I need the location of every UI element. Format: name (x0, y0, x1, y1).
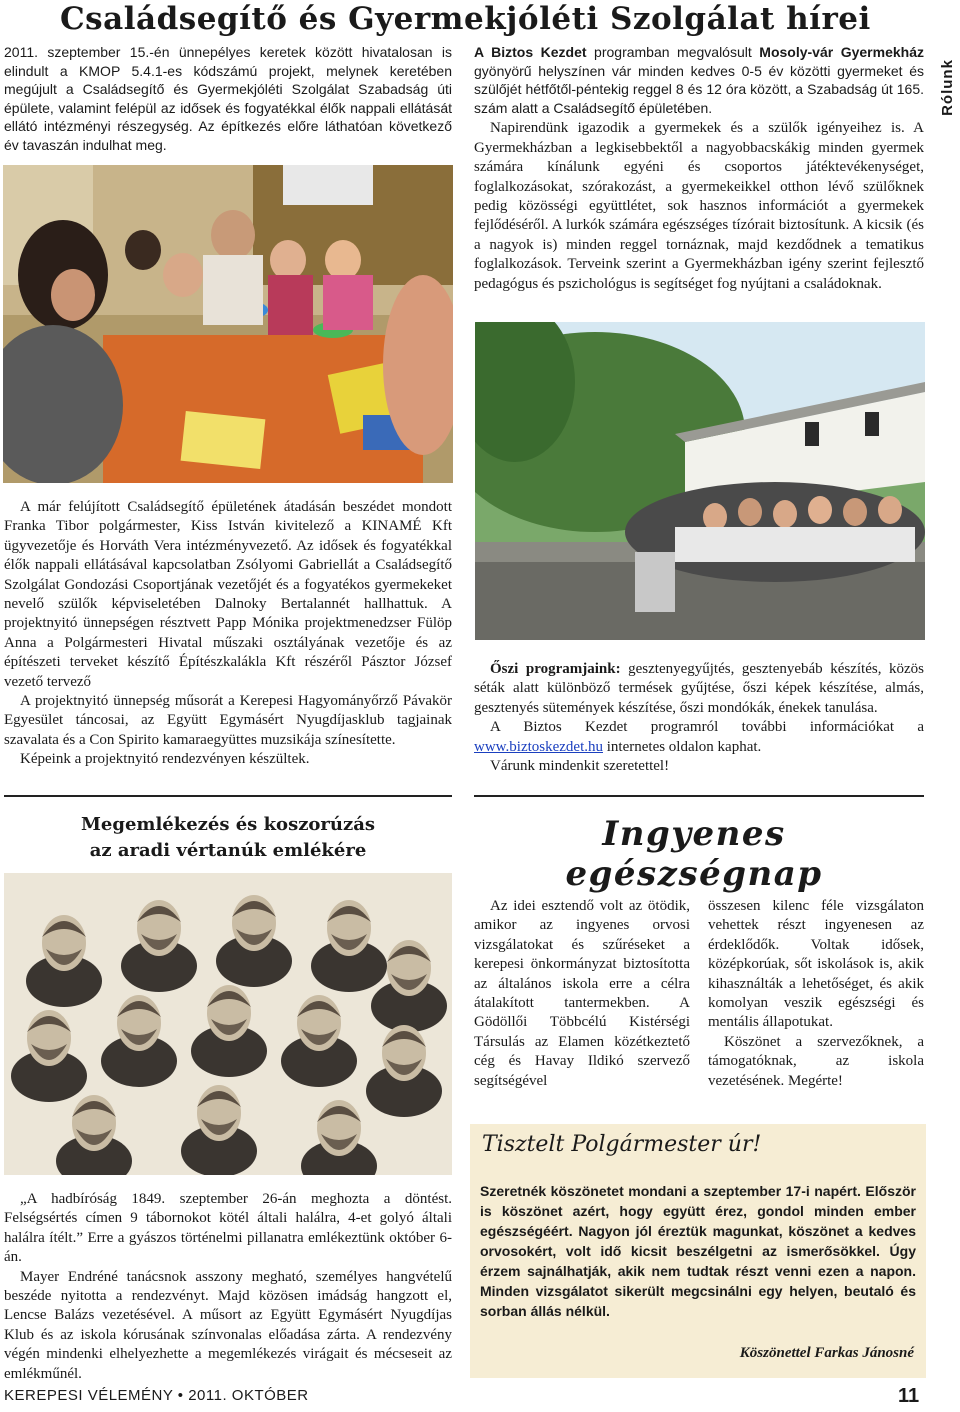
ceremony-paragraph-2: A projektnyitó ünnepség műsorát a Kerepesi Hagyományőrző Pávakör Egyesület táncosai, az Együtt Egymásért Nyugdíjasklub tagjainak szavalata és a Con Spirito kamaraegyüttes muzsikája színesítette. (4, 693, 452, 748)
memorial-paragraph-2: Mayer Endréné tanácsnok asszony megható, személyes hangvételű beszéde nyitotta a rendezvényt. Majd közösen imádság hangzott el, Lencse Balázs vezetésével. A műsort az Együtt Egymásért Nyugdíjas Klub és az iskola kórusának színvonalas előadása zárta. A rendezvény végén mindenki elhelyezhette a megemlékezés virágait és mécseseit az emlékműnél. (4, 1268, 452, 1382)
thank-you-letter-box (470, 1124, 926, 1378)
memorial-paragraph-1: „A hadbíróság 1849. szeptember 26-án meghozta a döntést. Felségsértés címen 9 tábornokot kötél általi halálra, 4-et golyó általi halálra ítélt.” Erre a gyászos történelmi pillanatra emlékeztünk október 6-án. (4, 1191, 452, 1266)
memorial-heading-line-1: Megemlékezés és koszorúzás (80, 814, 376, 835)
divider-right (474, 795, 924, 797)
section-tab-label: Rólunk (938, 59, 956, 116)
health-day-right-text-2: Köszönet a szervezőknek, a támogatóknak, az iskola vezetésének. Megérte! (708, 1033, 924, 1089)
house-name: Mosoly-vár Gyermekház (759, 44, 924, 60)
health-day-left-column (474, 897, 690, 1091)
divider-left (4, 795, 452, 797)
more-info-text: A Biztos Kezdet programról további információkat a (490, 719, 924, 736)
letter-signature: Köszönettel Farkas Jánosné (739, 1345, 914, 1361)
memorial-heading (4, 812, 452, 864)
photo-arad-martyrs (4, 873, 452, 1175)
autumn-programs-paragraph (474, 660, 924, 718)
house-text: gyönyörű helyszínen vár minden kedves 0-5 év közötti gyermeket és szülőjét hétfőtől-péntekig reggel 8 és 12 óra között, a Szabadság út 165. szám alatt a Családsegítő épületében. (474, 62, 924, 116)
biztoskezdet-link[interactable]: www.biztoskezdet.hu (474, 738, 603, 755)
autumn-programs-text: gesztenyegyűjtés, gesztenyebáb készítés, közös séták alatt különböző termések gyűjtése, őszi képek készítése, almás, gesztenyés sütemények készítése, őszi mondókák, énekek tanulása. (474, 661, 924, 716)
photo-opening-ceremony (475, 322, 925, 640)
autumn-programs (474, 660, 924, 776)
autumn-programs-label: Őszi programjaink: (490, 661, 621, 677)
page-number: 11 (898, 1385, 920, 1407)
more-info-text-end: internetes oldalon kaphat. (603, 738, 762, 755)
health-day-left-text: Az idei esztendő volt az ötödik, amikor az ingyenes orvosi vizsgálatokat és szűréseket a kerepesi önkormányzat biztosította az általános iskola erre a célra átalakított tantermekben. A Gödöllői Többcélú Kistérségi Társulás az Elamen közétkeztető cég és Havay Ildikó szervező segítségével (474, 898, 690, 1089)
health-day-heading (474, 814, 914, 894)
ceremony-paragraph-1: A már felújított Családsegítő épületének átadásán beszédet mondott Franka Tibor polgármester, Kiss István kivitelező a KINAMÉ Kft ügyvezetője és Horváth Vera intézményvezető. Az idősek és fogyatékkal élők nappali ellátásával kapcsolatban Zsólyomi Gabriellát a Családsegítő Szolgálat Gondozási Csoportjának vezetőjét és a fogyatékos gyermekeket nevelő szülők képviseletében Dalnoky Bertalannét hallhattuk. A projektnyitó ünnepségen résztvett Papp Mónika projektmenedzser Fülöp Anna a Polgármesteri Hivatal műszaki osztályának vezetője és az építészeti terveket készítő Építészkalákla Kft részéről Pásztor József vezető tervező (4, 499, 452, 690)
health-day-heading-line-1: Ingyenes (602, 814, 786, 854)
health-day-right-column (708, 897, 924, 1091)
memorial-heading-line-2: az aradi vértanúk emlékére (89, 840, 367, 861)
intro-text: 2011. szeptember 15.-én ünnepélyes keretek között hivatalosan is elindult a KMOP 5.4.1-es kódszámú projekt, melynek keretében megújult a Családsegítő és Gyermekjóléti Szolgálat Szabadság úti épülete, valamint felépül az idősek és fogyatékkal élők nappali ellátását ellátó intézményi részegység. Az építkezés előre láthatóan következő év tavaszán indulhat meg. (4, 44, 452, 153)
program-name: A Biztos Kezdet (474, 44, 587, 60)
welcome-line: Várunk mindenkit szeretettel! (490, 758, 670, 775)
health-day-heading-line-2: egészségnap (565, 854, 823, 894)
more-info-paragraph (474, 718, 924, 757)
biztos-kezdet-intro (474, 43, 924, 117)
letter-body: Szeretnék köszönetet mondani a szeptember 17-i napért. Először is köszönet azért, hogy együtt érez, gondol minden ember egészségéért. Nagyon jól éreztük magunkat, köszönet a kedves orvosokért, volt idő kicsit beszélgetni az ismerősökkel. Úgy érzem sajnálhatják, akik nem tudtak részt venni ezen a napon. Minden vizsgálatot sikerült megcsinálni egy helyen, beutaló és sorban állás nélkül. (480, 1183, 916, 1319)
ceremony-paragraph-3: Képeink a projektnyitó rendezvényen készültek. (20, 751, 310, 768)
ceremony-article (4, 498, 452, 770)
intro-paragraph (4, 43, 452, 155)
program-text: programban megvalósult (586, 44, 760, 60)
memorial-article (4, 1190, 452, 1384)
section-tab (934, 40, 960, 135)
footer-publication: KEREPESI VÉLEMÉNY • 2011. OKTÓBER (4, 1387, 309, 1404)
health-day-right-text-1: összesen kilenc féle vizsgálaton vehettek részt ingyenesen az érdeklődők. Voltak idősek, középkorúak, sőt iskolások is, akik kihasználták a lehetőséget, és akik komolyan veszik egészségi és mentális állapotukat. (708, 898, 924, 1031)
letter-heading: Tisztelt Polgármester úr! (482, 1132, 762, 1157)
photo-children-activity (3, 165, 453, 483)
page-title: Családsegítő és Gyermekjóléti Szolgálat hírei (60, 1, 871, 37)
biztos-kezdet-article (474, 43, 924, 294)
schedule-paragraph: Napirendünk igazodik a gyermekek és a szülők igényeihez is. A Gyermekházban a legkisebbektől a nagyobbacskákig minden gyermek számára kínálunk egyéni és csoportos játéktevékenységet, foglalkozásokat, szórakozást, a gyermekeikkel otthon lévő szülőknek pedig közösségi együttlétet, sok hasznos információt a gyermekek fejlődéséről. A lurkók számára egészséges tízórait biztosítunk. A kicsik (és a nagyok is) minden reggel tornáznak, majd kezdődnek a tematikus foglalkozások. Terveink szerint a Gyermekházban igény szerint fejlesztő pedagógus és pszichológus is segítséget fog nyújtani a családoknak. (474, 120, 924, 292)
